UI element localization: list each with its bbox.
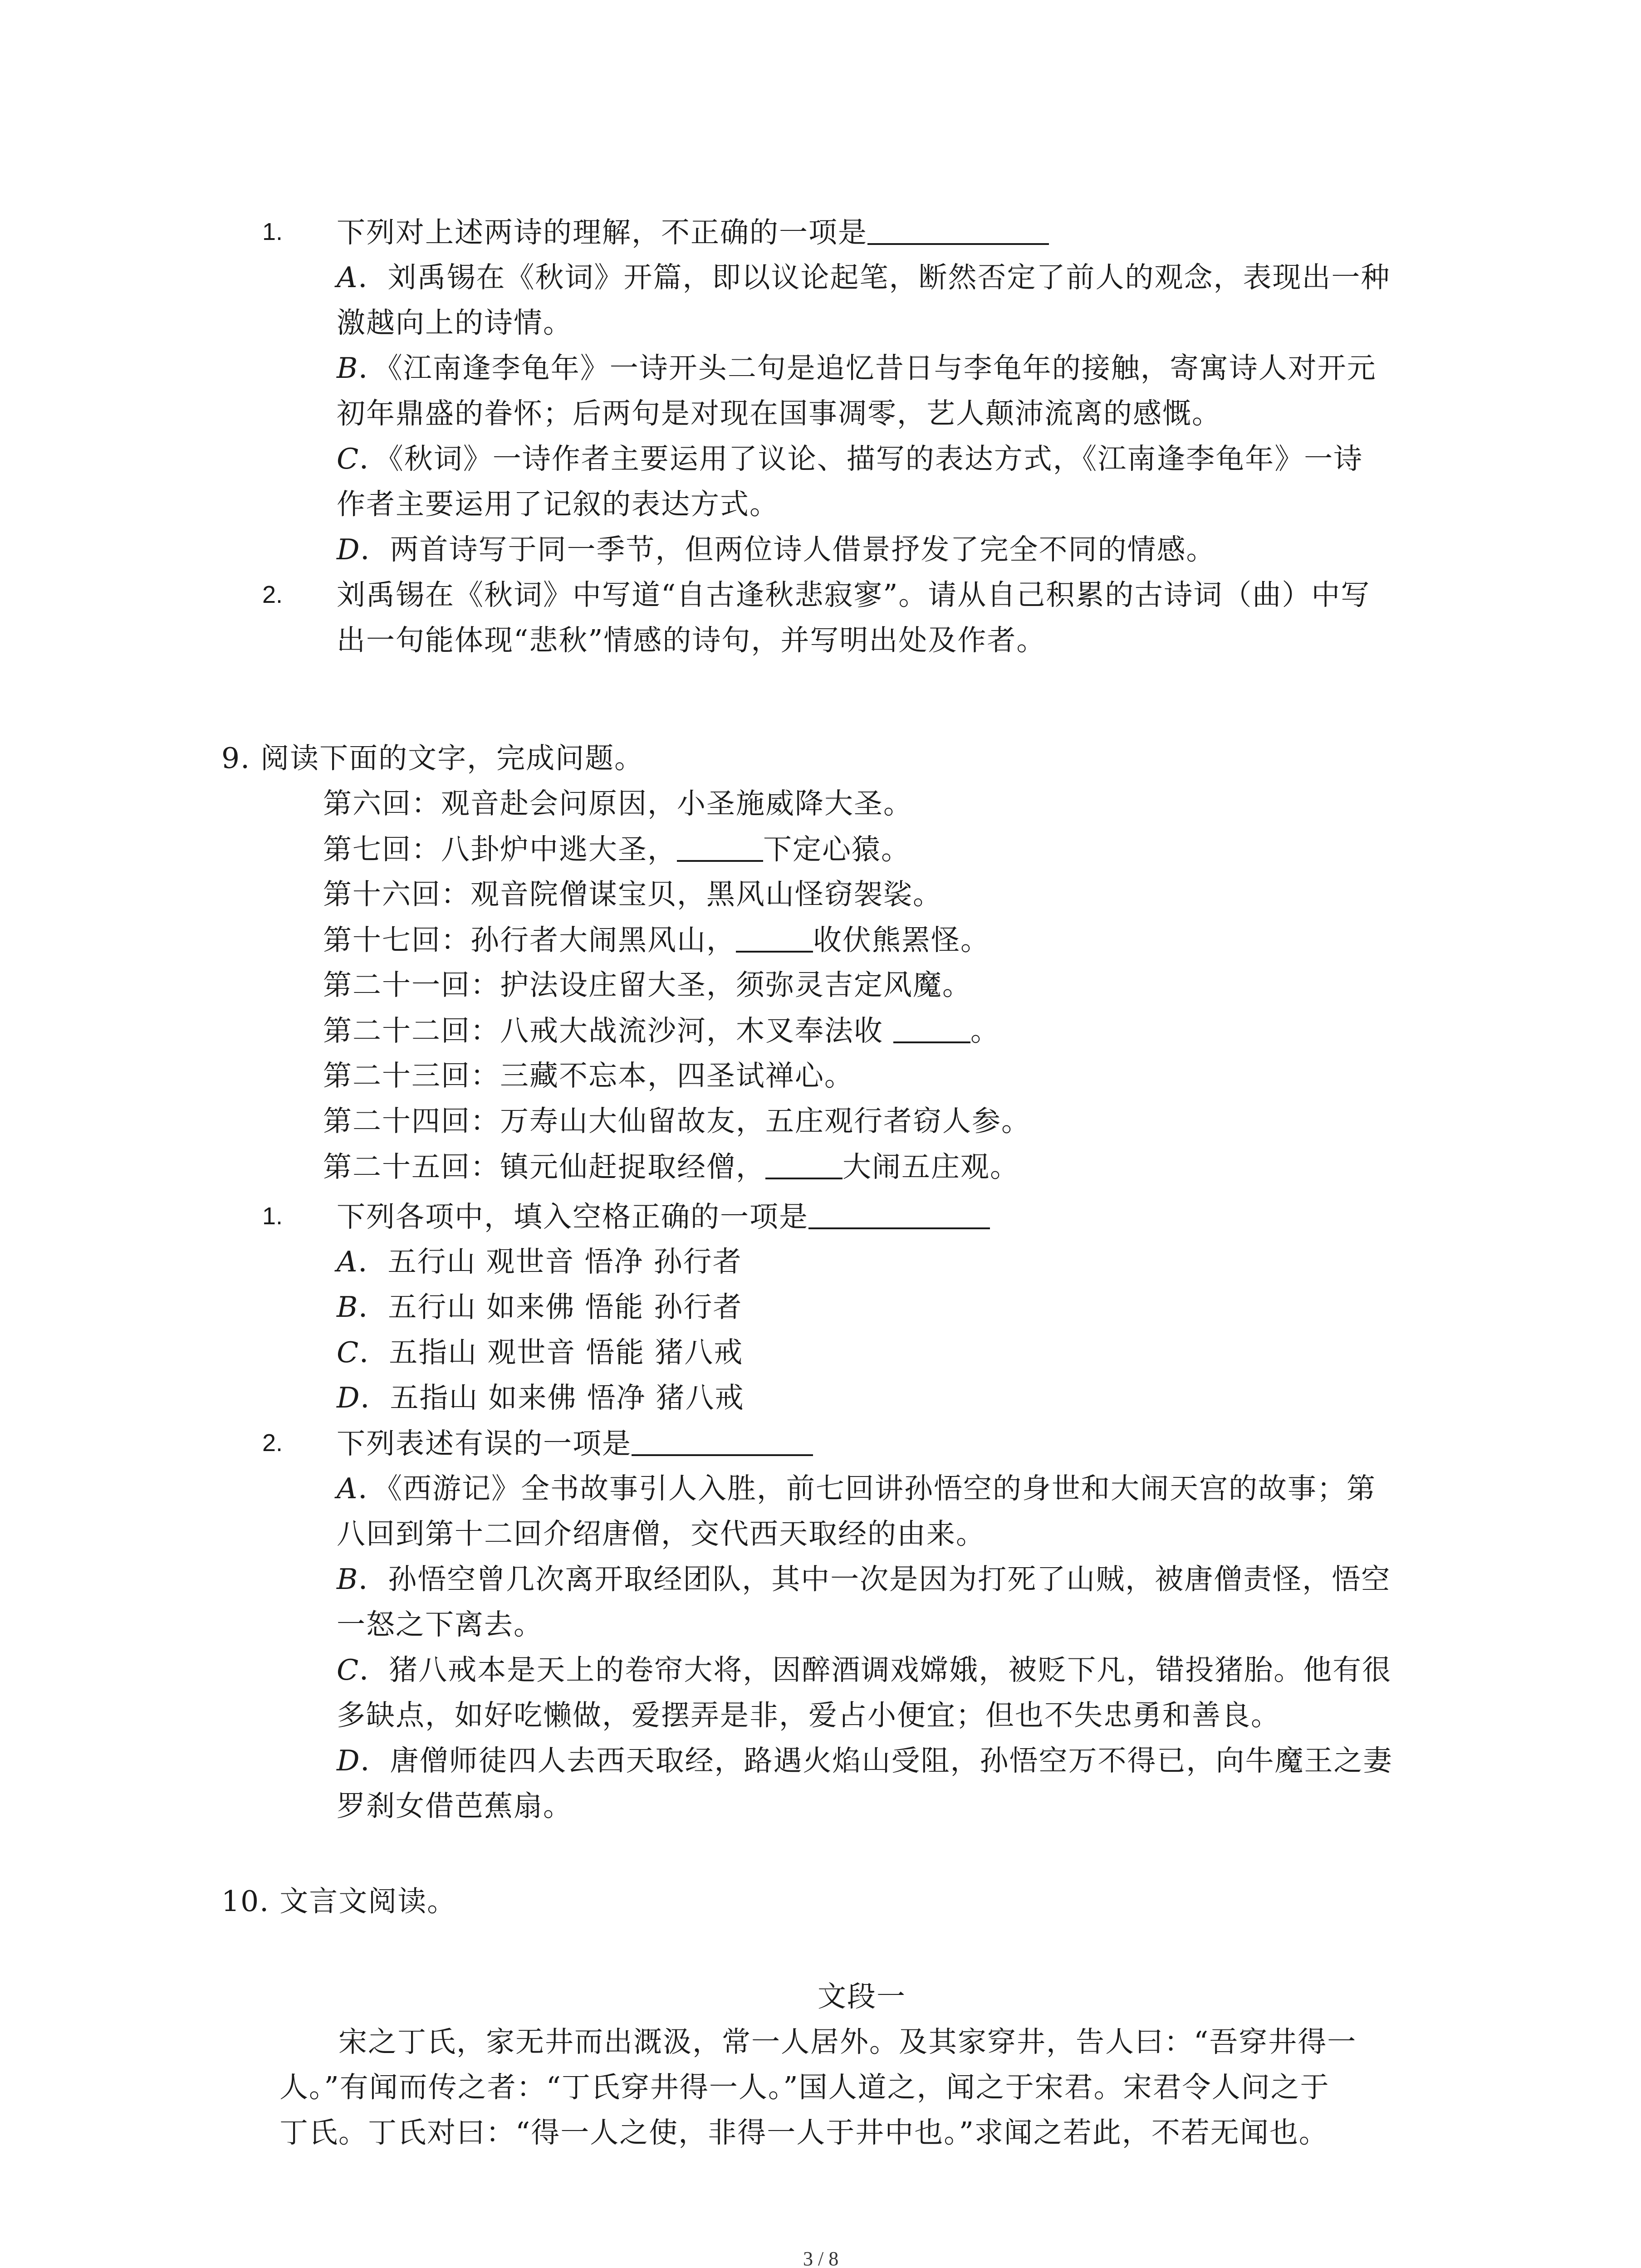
q8-sub1-option-d-line1 xyxy=(337,535,1216,564)
chapter-text: 第十七回：孙行者大闹黑风山， xyxy=(323,924,736,957)
page-number: 3 / 8 xyxy=(803,2248,839,2268)
chapter-21: 第二十一回：护法设庄留大圣，须弥灵吉定风魔。 xyxy=(323,968,972,1002)
option-letter: C xyxy=(337,1653,360,1686)
q9-sub2-option-d-line1 xyxy=(337,1746,1393,1775)
option-text: ．《西游记》全书故事引人入胜，前七回讲孙悟空的身世和大闹天宫的故事；第 xyxy=(358,1472,1376,1505)
option-text: ．孙悟空曾几次离开取经团队，其中一次是因为打死了山贼，被唐僧责怪，悟空 xyxy=(358,1563,1391,1596)
chapter-16: 第十六回：观音院僧谋宝贝，黑风山怪窃袈裟。 xyxy=(323,878,942,911)
q9-sub2-stem xyxy=(337,1429,813,1458)
option-text: ．刘禹锡在《秋词》开篇，即以议论起笔，断然否定了前人的观念，表现出一种 xyxy=(358,261,1391,294)
chapter-text: 第七回：八卦炉中逃大圣， xyxy=(323,833,677,866)
option-letter: B xyxy=(337,352,359,385)
answer-blank[interactable] xyxy=(632,1429,813,1456)
chapter-17 xyxy=(323,924,990,957)
section-title: 文段一 xyxy=(818,1980,906,2013)
chapter-text: 收伏熊罴怪。 xyxy=(813,924,990,957)
q8-sub1-number: 1. xyxy=(262,218,283,245)
q9-sub2-option-d-line2: 罗刹女借芭蕉扇。 xyxy=(337,1789,573,1823)
option-letter: C xyxy=(337,1336,360,1369)
q9-title: 9. 阅读下面的文字，完成问题。 xyxy=(221,742,644,775)
option-letter: A xyxy=(337,1472,358,1505)
q9-sub1-option-c xyxy=(337,1338,743,1367)
q8-sub1-option-b-line2: 初年鼎盛的眷怀；后两句是对现在国事凋零，艺人颠沛流离的感慨。 xyxy=(337,397,1221,430)
q9-sub2-option-a-line1 xyxy=(337,1474,1376,1503)
option-text: ．五指山 观世音 悟能 猪八戒 xyxy=(359,1336,744,1369)
q8-sub1-stem xyxy=(337,218,1049,247)
option-text: ．五指山 如来佛 悟净 猪八戒 xyxy=(360,1381,745,1414)
answer-blank[interactable] xyxy=(867,218,1049,245)
option-letter: C xyxy=(337,442,360,475)
q8-sub2-line2: 出一句能体现“悲秋”情感的诗句，并写明出处及作者。 xyxy=(337,624,1046,657)
chapter-6: 第六回：观音赴会问原因，小圣施威降大圣。 xyxy=(323,787,913,820)
q9-sub1-option-a xyxy=(337,1247,742,1276)
q8-sub2-number: 2. xyxy=(262,581,283,608)
option-letter: B xyxy=(337,1290,359,1324)
classical-paragraph-line2: 人。”有闻而传之者：“丁氏穿井得一人。”国人道之，闻之于宋君。宋君令人问之于 xyxy=(279,2071,1330,2104)
q9-sub2-stem-text: 下列表述有误的一项是 xyxy=(337,1427,632,1460)
q9-sub1-number: 1. xyxy=(262,1202,283,1230)
q8-sub1-stem-text: 下列对上述两诗的理解，不正确的一项是 xyxy=(337,216,867,249)
q9-sub2-option-b-line1 xyxy=(337,1563,1391,1596)
q8-sub1-option-c-line2: 作者主要运用了记叙的表达方式。 xyxy=(337,488,779,521)
option-text: ．猪八戒本是天上的卷帘大将，因醉酒调戏嫦娥，被贬下凡，错投猪胎。他有很 xyxy=(359,1653,1392,1686)
q9-sub2-option-a-line2: 八回到第十二回介绍唐僧，交代西天取经的由来。 xyxy=(337,1517,985,1550)
q9-sub2-number: 2. xyxy=(262,1429,283,1457)
option-text: ．五行山 如来佛 悟能 孙行者 xyxy=(358,1290,743,1324)
chapter-text: 大闹五庄观。 xyxy=(843,1150,1019,1183)
q9-sub1-stem xyxy=(337,1202,990,1231)
classical-paragraph-line3: 丁氏。丁氏对曰：“得一人之使，非得一人于井中也。”求闻之若此，不若无闻也。 xyxy=(279,2116,1328,2149)
q9-sub2-option-c-line2: 多缺点，如好吃懒做，爱摆弄是非，爱占小便宜；但也不失忠勇和善良。 xyxy=(337,1699,1280,1732)
q9-sub2-option-b-line2: 一怒之下离去。 xyxy=(337,1608,543,1641)
q9-sub2-option-c-line1 xyxy=(337,1653,1392,1686)
classical-paragraph-line1: 宋之丁氏，家无井而出溉汲，常一人居外。及其家穿井，告人曰：“吾穿井得一 xyxy=(279,2025,1357,2058)
option-letter: A xyxy=(337,1245,358,1278)
q8-sub1-option-a-line1 xyxy=(337,263,1391,292)
chapter-blank[interactable] xyxy=(677,835,763,862)
option-letter: D xyxy=(337,1744,361,1777)
option-text: ．《江南逢李龟年》一诗开头二句是追忆昔日与李龟年的接触，寄寓诗人对开元 xyxy=(358,352,1376,385)
option-text: ．五行山 观世音 悟净 孙行者 xyxy=(358,1245,742,1278)
q9-sub1-stem-text: 下列各项中，填入空格正确的一项是 xyxy=(337,1200,808,1233)
chapter-7 xyxy=(323,835,911,864)
chapter-25 xyxy=(323,1152,1019,1181)
chapter-blank[interactable] xyxy=(736,925,813,953)
option-letter: B xyxy=(337,1563,359,1596)
option-text: ．两首诗写于同一季节，但两位诗人借景抒发了完全不同的情感。 xyxy=(360,533,1216,566)
q8-sub1-option-a-line2: 激越向上的诗情。 xyxy=(337,306,573,339)
chapter-blank[interactable] xyxy=(765,1152,843,1179)
q10-title: 10. 文言文阅读。 xyxy=(221,1885,457,1918)
q9-sub1-option-b xyxy=(337,1290,743,1324)
option-letter: D xyxy=(337,533,361,566)
chapter-blank[interactable] xyxy=(893,1016,970,1043)
option-letter: D xyxy=(337,1381,361,1414)
option-letter: A xyxy=(337,261,358,294)
chapter-22 xyxy=(323,1016,1000,1045)
q8-sub1-option-b-line1 xyxy=(337,352,1376,385)
chapter-24: 第二十四回：万寿山大仙留故友，五庄观行者窃人参。 xyxy=(323,1105,1031,1138)
option-text: ．《秋词》一诗作者主要运用了议论、描写的表达方式，《江南逢李龟年》一诗 xyxy=(359,442,1363,475)
q9-sub1-option-d xyxy=(337,1383,745,1412)
q8-sub2-line1: 刘禹锡在《秋词》中写道“自古逢秋悲寂寥”。请从自己积累的古诗词（曲）中写 xyxy=(337,578,1371,611)
option-text: ．唐僧师徒四人去西天取经，路遇火焰山受阻，孙悟空万不得已，向牛魔王之妻 xyxy=(360,1744,1393,1777)
chapter-text: 第二十五回：镇元仙赶捉取经僧， xyxy=(323,1150,765,1183)
chapter-23: 第二十三回：三藏不忘本，四圣试禅心。 xyxy=(323,1059,854,1092)
answer-blank[interactable] xyxy=(808,1202,990,1229)
chapter-text: 。 xyxy=(970,1014,1000,1047)
chapter-text: 下定心猿。 xyxy=(763,833,911,866)
q8-sub1-option-c-line1 xyxy=(337,442,1363,475)
chapter-text: 第二十二回：八戒大战流沙河，木叉奉法收 xyxy=(323,1014,894,1047)
